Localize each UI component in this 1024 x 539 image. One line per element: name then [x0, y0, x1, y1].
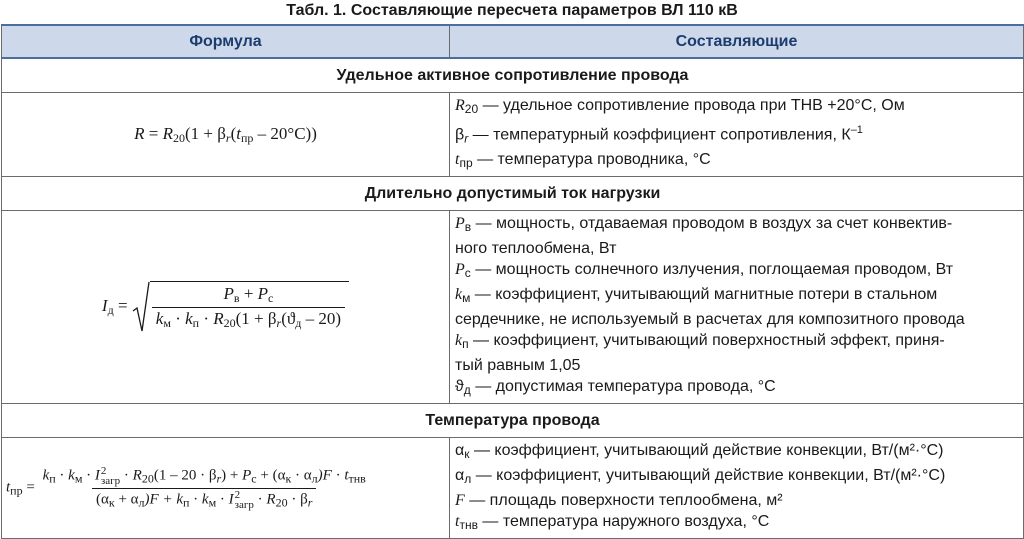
- list-item: αл — коэффициент, учитывающий действие конвекции, Вт/(м²·°С): [455, 467, 946, 487]
- components-temperature: [450, 438, 1024, 539]
- list-item: βr — температурный коэффициент сопротивления, $К^{-1}$: [455, 124, 863, 146]
- list-item: тый равным 1,05: [455, 357, 581, 375]
- parameters-table: [1, 24, 1024, 539]
- section-heading: Длительно допустимый ток нагрузки: [2, 177, 1024, 211]
- list-item: tтнв — температура наружного воздуха, °С: [455, 513, 770, 533]
- list-item: tпр — температура проводника, °С: [455, 151, 711, 171]
- list-item: ϑд — допустимая температура провода, °С: [455, 378, 776, 398]
- section-heading: Температура провода: [2, 404, 1024, 438]
- header-row: [2, 25, 1024, 58]
- list-item: kп — коэффициент, учитывающий поверхностный эффект, приня-: [455, 332, 945, 352]
- table-row: [2, 438, 1024, 539]
- components-current: [450, 211, 1024, 404]
- list-item: ного теплообмена, Вт: [455, 240, 617, 258]
- components-resistance: [450, 93, 1024, 177]
- list-item: Pв — мощность, отдаваемая проводом в воздух за счет конвектив-: [455, 215, 953, 235]
- section-heading-row: [2, 58, 1024, 93]
- header-components: Составляющие: [450, 25, 1024, 58]
- table-row: [2, 211, 1024, 404]
- header-formula: Формула: [2, 25, 450, 58]
- list-item: сердечнике, не используемый в расчетах для композитного провода: [455, 311, 965, 329]
- table-row: [2, 93, 1024, 177]
- formula-resistance: R = R20(1 + βr(tпр – 20°C)): [2, 93, 450, 177]
- list-item: R20 — удельное сопротивление провода при ТНВ +20°С, Ом: [455, 97, 905, 116]
- list-item: αк — коэффициент, учитывающий действие конвекции, Вт/(м²·°С): [455, 442, 944, 462]
- section-heading: Удельное активное сопротивление провода: [2, 58, 1024, 93]
- section-heading-row: [2, 404, 1024, 438]
- sqrt: $\frac{Pв + Pс}{kм \cdot kп \cdot R20(1 + \beta r(ϑд - 20)}$: [132, 281, 349, 333]
- list-item: F — площадь поверхности теплообмена, м²: [455, 492, 783, 510]
- table-title: Табл. 1. Составляющие пересчета параметров ВЛ 110 кВ: [286, 2, 738, 19]
- formula-current: Iд = $\frac{Pв + Pс}{kм \cdot kп \cdot R20(1 + \beta r(ϑд - 20)}$: [2, 211, 450, 404]
- radical-sign: [132, 281, 150, 333]
- section-heading-row: [2, 177, 1024, 211]
- formula-temperature: $t_{пр}$ = $k_п \cdot k_м \cdot I$ 2 загр · $R_{20}(1 - 20 \cdot \beta_r) + P_с + (\alpha_к \cdot \alpha_л)F \cdot t_{тнв}$ $(\alpha_к + \alpha_л)F + k_п \cdot k_м \cdot I$ 2 загр · $R_{20} \cdot \beta_r$: [2, 438, 450, 539]
- list-item: kм — коэффициент, учитывающий магнитные потери в стальном: [455, 286, 938, 306]
- list-item: Pс — мощность солнечного излучения, поглощаемая проводом, Вт: [455, 261, 954, 281]
